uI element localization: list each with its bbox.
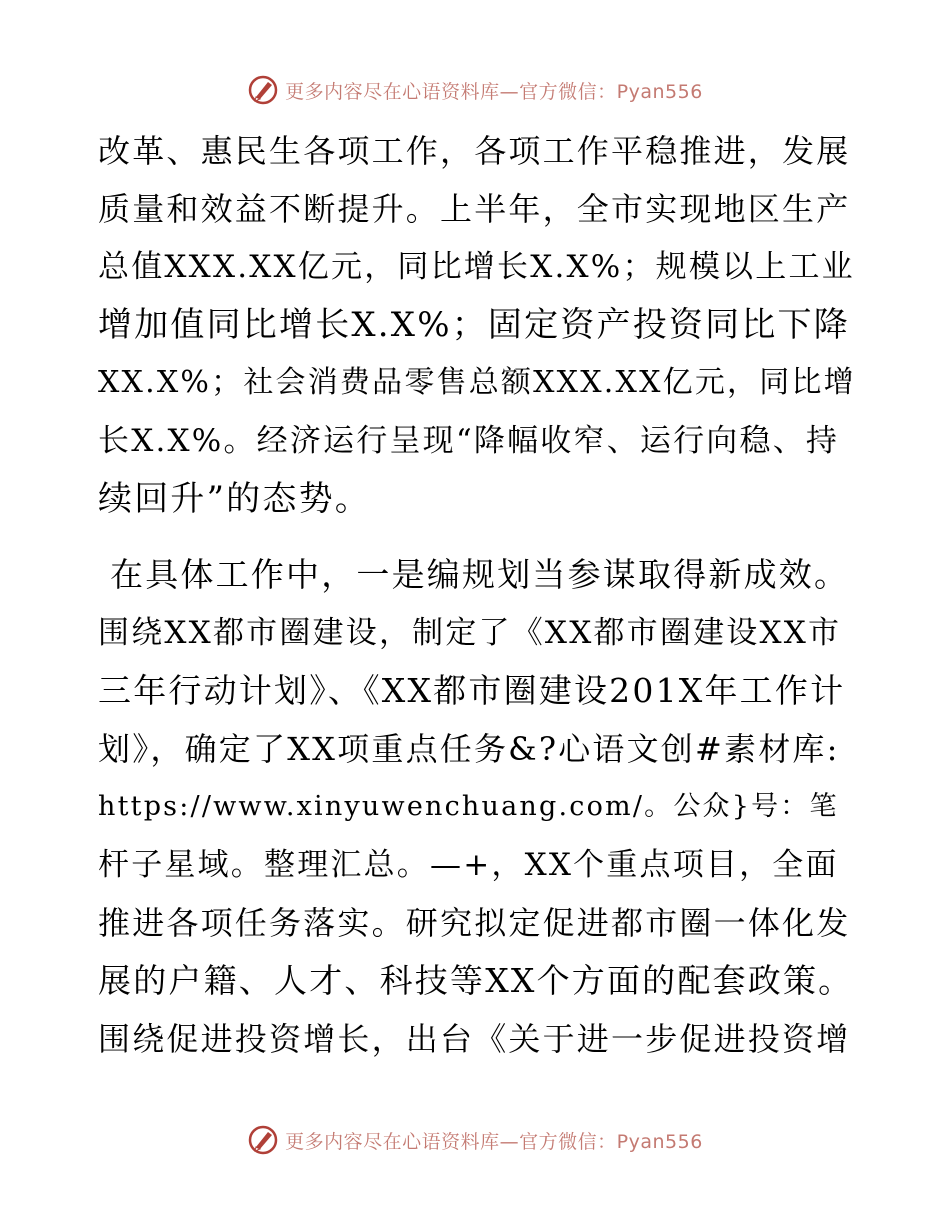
text-line: 杆子星域。整理汇总。—+，XX个重点项目，全面 bbox=[98, 847, 839, 883]
header-banner bbox=[0, 70, 950, 110]
text-line: 续回升”的态势。 bbox=[98, 479, 371, 519]
text-line: 推进各项任务落实。研究拟定促进都市圈一体化发 bbox=[98, 904, 851, 942]
pen-logo-icon bbox=[247, 1124, 279, 1156]
text-line: 增加值同比增长X.X%；固定资产投资同比下降 bbox=[98, 305, 850, 345]
text-line: 展的户籍、人才、科技等XX个方面的配套政策。 bbox=[98, 961, 854, 1000]
text-line: 在具体工作中，一是编规划当参谋取得新成效。 bbox=[110, 555, 850, 594]
text-line: https://www.xinyuwenchuang.com/。公众}号：笔 bbox=[98, 791, 839, 822]
text-line: 三年行动计划》、《XX都市圈建设201X年工作计 bbox=[98, 671, 846, 710]
text-line: 改革、惠民生各项工作，各项工作平稳推进，发展 bbox=[98, 132, 851, 170]
text-line: 长X.X%。经济运行呈现“降幅收窄、运行向稳、持 bbox=[98, 423, 840, 459]
text-line: XX.X%；社会消费品零售总额XXX.XX亿元，同比增 bbox=[98, 365, 856, 400]
paragraph-gap bbox=[98, 528, 858, 546]
text-line: 总值XXX.XX亿元，同比增长X.X%；规模以上工业 bbox=[98, 249, 855, 285]
banner-text: 更多内容尽在心语资料库—官方微信：Pyan556 bbox=[285, 80, 703, 103]
paragraph bbox=[98, 546, 858, 1068]
text-line: 围绕促进投资增长，出台《关于进一步促进投资增 bbox=[98, 1020, 851, 1058]
text-line: 质量和效益不断提升。上半年，全市实现地区生产 bbox=[98, 190, 851, 228]
paragraph bbox=[98, 122, 858, 528]
pen-logo-icon bbox=[247, 74, 279, 106]
banner-text: 更多内容尽在心语资料库—官方微信：Pyan556 bbox=[285, 1130, 703, 1153]
footer-banner bbox=[0, 1120, 950, 1160]
text-line: 围绕XX都市圈建设，制定了《XX都市圈建设XX市 bbox=[98, 615, 842, 651]
text-line: 划》，确定了XX项重点任务&?心语文创#素材库: bbox=[98, 730, 840, 768]
document-body bbox=[98, 122, 858, 1068]
